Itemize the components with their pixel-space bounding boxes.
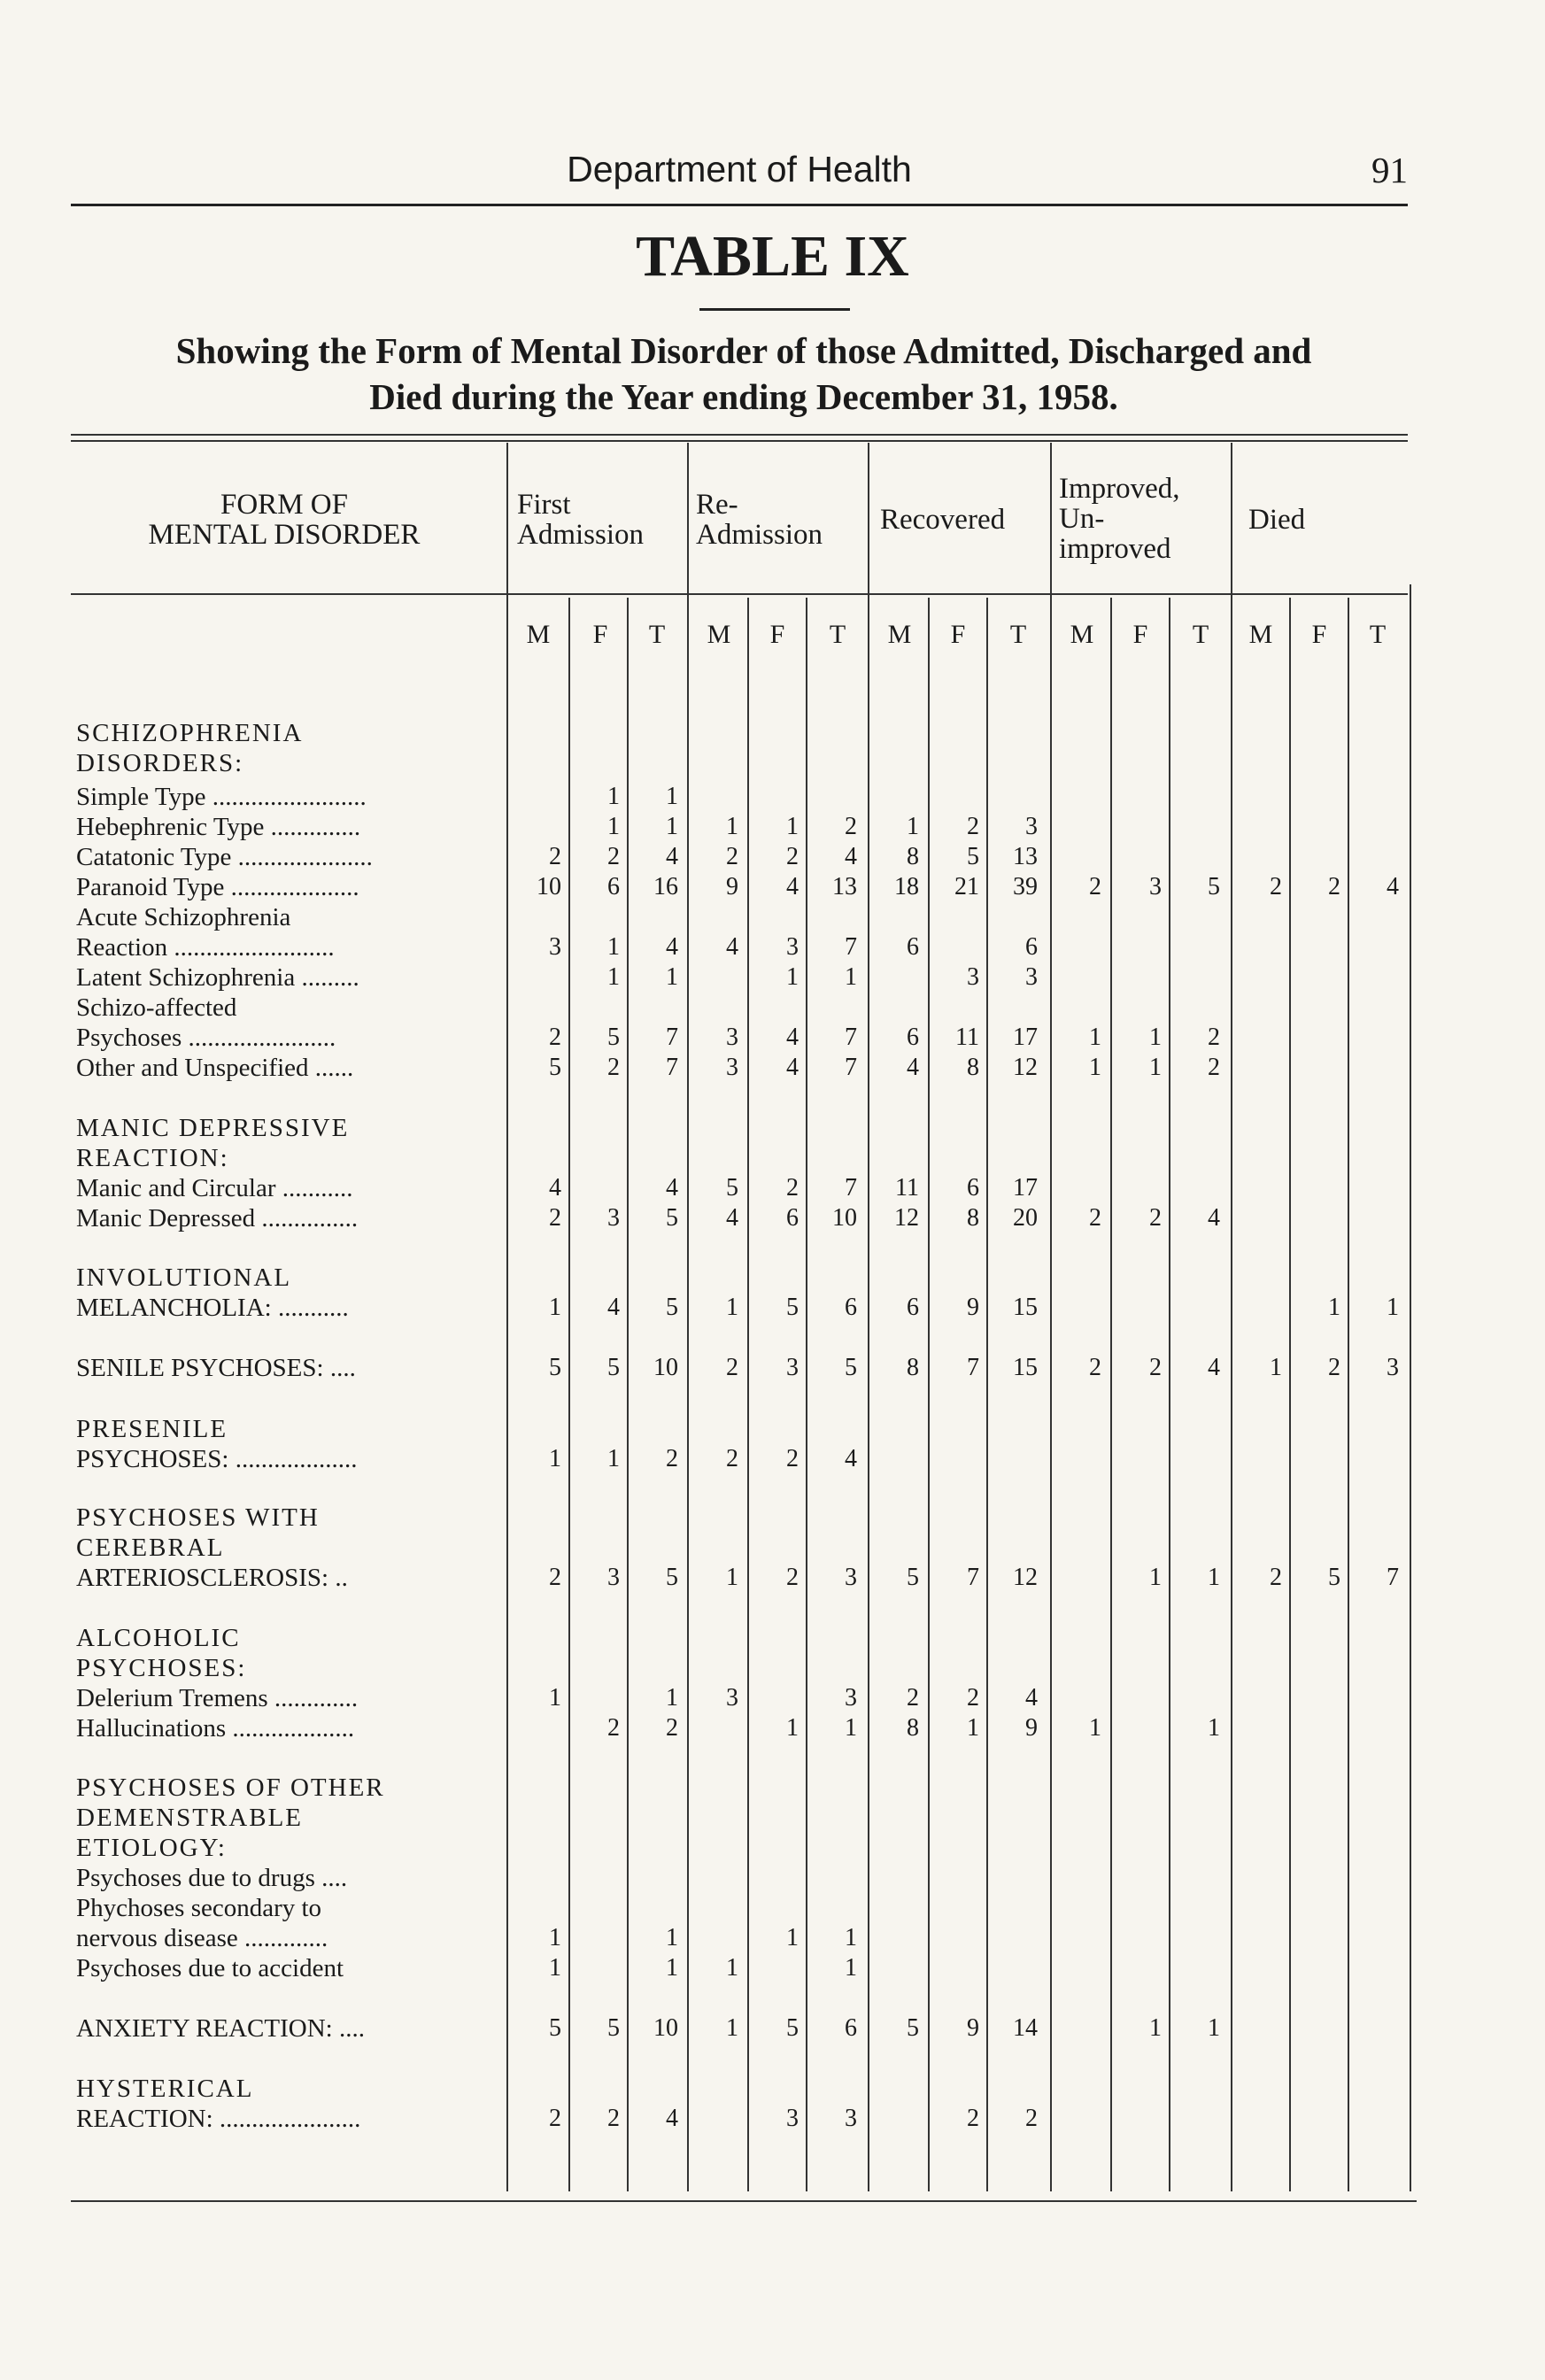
table-cell: 5: [607, 1024, 620, 1051]
caption-line-1: Showing the Form of Mental Disorder of those Admitted, Discharged and: [175, 330, 1312, 371]
table-cell: 2: [1149, 1204, 1162, 1232]
table-cell: 1: [607, 783, 620, 810]
row-label: Manic and Circular ...........: [76, 1174, 353, 1202]
table-cell: 6: [845, 2014, 857, 2042]
table-cell: 9: [967, 1294, 979, 1321]
table-cell: 39: [1013, 873, 1038, 900]
table-cell: 3: [607, 1204, 620, 1232]
table-cell: 2: [1270, 873, 1282, 900]
section-title-3: ETIOLOGY:: [76, 1834, 227, 1862]
row-label: Latent Schizophrenia .........: [76, 963, 359, 992]
table-cell: 4: [666, 2105, 678, 2132]
table-cell: 2: [726, 1445, 738, 1472]
table-cell: 3: [1149, 873, 1162, 900]
row-label: Delerium Tremens .............: [76, 1684, 359, 1712]
header-form-of-mental-disorder: [76, 490, 492, 550]
row-label: Acute Schizophrenia: [76, 903, 291, 931]
table-cell: 1: [967, 1714, 979, 1742]
row-label: Psychoses due to drugs ....: [76, 1864, 348, 1892]
table-cell: 3: [786, 933, 799, 961]
subheader-rec-t: T: [1009, 620, 1027, 649]
table-cell: 4: [666, 1174, 678, 1202]
table-cell: 12: [894, 1204, 919, 1232]
subheader-first-t: T: [648, 620, 666, 649]
header-bottom-rule: [71, 593, 1408, 595]
section-schizophrenia: [76, 718, 303, 778]
table-cell: 1: [845, 1954, 857, 1982]
title-rule: [699, 308, 850, 311]
table-cell: 17: [1013, 1174, 1038, 1202]
row-label: Paranoid Type ....................: [76, 873, 359, 901]
table-cell: 1: [607, 933, 620, 961]
table-cell: 1: [726, 1954, 738, 1982]
table-cell: 1: [1149, 1054, 1162, 1081]
section-title-2: REACTION:: [76, 1144, 229, 1172]
section-involutional: INVOLUTIONAL: [76, 1263, 292, 1292]
table-cell: 2: [726, 843, 738, 870]
table-cell: 10: [653, 2014, 678, 2042]
table-cell: 1: [666, 1954, 678, 1982]
table-cell: 7: [845, 1024, 857, 1051]
table-cell: 3: [786, 1354, 799, 1381]
table-cell: 2: [1089, 1204, 1101, 1232]
table-cell: 1: [726, 813, 738, 840]
table-cell: 3: [845, 1684, 857, 1712]
table-cell: 17: [1013, 1024, 1038, 1051]
section-title: PSYCHOSES WITH: [76, 1503, 320, 1532]
table-cell: 11: [955, 1024, 979, 1051]
running-head: [71, 149, 1408, 193]
section-title: ALCOHOLIC: [76, 1624, 241, 1652]
table-cell: 2: [1089, 1354, 1101, 1381]
header-improved-line-3: improved: [1059, 533, 1171, 565]
table-cell: 5: [666, 1564, 678, 1591]
table-cell: 2: [726, 1354, 738, 1381]
table-cell: 6: [907, 933, 919, 961]
row-label: PSYCHOSES: ...................: [76, 1445, 358, 1473]
table-cell: 10: [537, 873, 561, 900]
rule-c13: [1289, 598, 1291, 2191]
header-first-line-1: First: [517, 489, 571, 521]
table-cell: 5: [1208, 873, 1220, 900]
table-cell: 5: [786, 2014, 799, 2042]
header-first-line-2: Admission: [517, 519, 645, 551]
table-cell: 4: [607, 1294, 620, 1321]
subheader-died-t: T: [1369, 620, 1387, 649]
table-cell: 2: [1149, 1354, 1162, 1381]
table-cell: 2: [786, 1174, 799, 1202]
table-title: TABLE IX: [636, 224, 909, 289]
table-cell: 5: [726, 1174, 738, 1202]
table-cell: 6: [907, 1024, 919, 1051]
rule-c9: [1050, 443, 1052, 2191]
table-cell: 9: [726, 873, 738, 900]
table-cell: 2: [1270, 1564, 1282, 1591]
row-label: ARTERIOSCLEROSIS: ..: [76, 1564, 348, 1592]
table-cell: 2: [1208, 1024, 1220, 1051]
table-cell: 5: [1328, 1564, 1340, 1591]
table-cell: 3: [607, 1564, 620, 1591]
table-cell: 1: [666, 1684, 678, 1712]
table-cell: 5: [907, 1564, 919, 1591]
row-label: Hebephrenic Type ..............: [76, 813, 361, 841]
table-cell: 4: [786, 1024, 799, 1051]
table-cell: 21: [954, 873, 979, 900]
header-rule: [71, 204, 1408, 206]
table-cell: 5: [907, 2014, 919, 2042]
table-cell: 3: [726, 1024, 738, 1051]
table-cell: 2: [549, 843, 561, 870]
table-cell: 1: [549, 1445, 561, 1472]
header-first-admission: [517, 490, 644, 550]
table-cell: 1: [786, 963, 799, 991]
page-number: 91: [1371, 150, 1408, 190]
table-cell: 12: [1013, 1564, 1038, 1591]
subheader-imp-t: T: [1192, 620, 1209, 649]
subheader-imp-f: F: [1132, 620, 1148, 649]
table-cell: 2: [845, 813, 857, 840]
table-top-rule: [71, 434, 1408, 436]
subheader-first-m: M: [526, 620, 551, 649]
table-cell: 15: [1013, 1354, 1038, 1381]
table-cell: 2: [967, 813, 979, 840]
subheader-rec-f: F: [950, 620, 966, 649]
subheader-imp-m: M: [1070, 620, 1094, 649]
table-cell: 4: [845, 843, 857, 870]
table-cell: 6: [845, 1294, 857, 1321]
table-cell: 2: [1208, 1054, 1220, 1081]
table-cell: 11: [895, 1174, 919, 1202]
table-cell: 2: [967, 1684, 979, 1712]
section-psychoses-with: [76, 1503, 320, 1563]
table-cell: 1: [549, 1924, 561, 1951]
table-cell: 1: [1208, 2014, 1220, 2042]
row-label: REACTION: ......................: [76, 2105, 361, 2133]
row-label: Schizo-affected: [76, 993, 237, 1022]
table-cell: 2: [549, 1204, 561, 1232]
rule-c10: [1110, 598, 1112, 2191]
section-other-etiology: [76, 1773, 385, 1863]
subheader-first-f: F: [592, 620, 608, 649]
row-label: Psychoses due to accident: [76, 1954, 344, 1982]
row-label: Hallucinations ...................: [76, 1714, 355, 1742]
table-cell: 5: [549, 1054, 561, 1081]
row-label: Psychoses .......................: [76, 1024, 336, 1052]
table-cell: 4: [1208, 1204, 1220, 1232]
table-cell: 1: [1149, 2014, 1162, 2042]
subheader-re-f: F: [769, 620, 785, 649]
section-title: MANIC DEPRESSIVE: [76, 1114, 350, 1142]
table-cell: 5: [666, 1204, 678, 1232]
table-cell: 1: [1208, 1564, 1220, 1591]
table-cell: 1: [786, 1924, 799, 1951]
table-cell: 2: [1328, 873, 1340, 900]
table-cell: 2: [607, 1714, 620, 1742]
table-cell: 1: [1089, 1054, 1101, 1081]
table-cell: 1: [786, 1714, 799, 1742]
subheader-re-t: T: [829, 620, 846, 649]
table-cell: 1: [1270, 1354, 1282, 1381]
table-cell: 13: [832, 873, 857, 900]
table-cell: 5: [607, 1354, 620, 1381]
table-cell: 3: [1387, 1354, 1399, 1381]
table-cell: 5: [607, 2014, 620, 2042]
table-cell: 18: [894, 873, 919, 900]
table-cell: 1: [726, 2014, 738, 2042]
table-cell: 1: [1149, 1564, 1162, 1591]
table-cell: 4: [726, 1204, 738, 1232]
table-cell: 4: [726, 933, 738, 961]
table-cell: 2: [967, 2105, 979, 2132]
table-cell: 9: [1025, 1714, 1038, 1742]
table-cell: 2: [786, 1445, 799, 1472]
table-cell: 8: [907, 1714, 919, 1742]
table-cell: 1: [607, 1445, 620, 1472]
table-cell: 13: [1013, 843, 1038, 870]
table-cell: 1: [549, 1684, 561, 1712]
table-cell: 1: [845, 1924, 857, 1951]
table-cell: 6: [907, 1294, 919, 1321]
section-alcoholic: [76, 1623, 246, 1683]
table-cell: 1: [666, 783, 678, 810]
table-cell: 2: [549, 1564, 561, 1591]
table-cell: 1: [549, 1954, 561, 1982]
table-cell: 3: [967, 963, 979, 991]
header-re-admission: [696, 490, 823, 550]
section-hysterical: HYSTERICAL: [76, 2075, 254, 2103]
section-manic-depressive: [76, 1113, 349, 1173]
table-cell: 7: [666, 1024, 678, 1051]
table-cell: 1: [607, 963, 620, 991]
table-cell: 2: [607, 2105, 620, 2132]
subheader-re-m: M: [707, 620, 731, 649]
row-label: Other and Unspecified ......: [76, 1054, 354, 1082]
table-cell: 6: [1025, 933, 1038, 961]
table-bottom-rule: [71, 2200, 1417, 2202]
table-cell: 7: [666, 1054, 678, 1081]
header-re-line-2: Admission: [696, 519, 823, 551]
subheader-died-m: M: [1248, 620, 1273, 649]
section-title-2: DISORDERS:: [76, 749, 244, 777]
table-cell: 14: [1013, 2014, 1038, 2042]
department-title: Department of Health: [567, 149, 912, 189]
table-cell: 6: [967, 1174, 979, 1202]
subheader-died-f: F: [1311, 620, 1327, 649]
table-cell: 2: [907, 1684, 919, 1712]
table-cell: 1: [1328, 1294, 1340, 1321]
table-cell: 7: [967, 1564, 979, 1591]
section-title-2: CEREBRAL: [76, 1534, 225, 1562]
table-cell: 8: [967, 1204, 979, 1232]
row-label: SENILE PSYCHOSES: ....: [76, 1354, 356, 1382]
table-cell: 2: [549, 1024, 561, 1051]
table-cell: 2: [1025, 2105, 1038, 2132]
table-cell: 4: [1387, 873, 1399, 900]
section-presenile: PRESENILE: [76, 1415, 228, 1443]
table-cell: 4: [786, 1054, 799, 1081]
table-cell: 1: [666, 963, 678, 991]
header-form-line-2: MENTAL DISORDER: [148, 519, 421, 551]
rule-c11: [1169, 598, 1170, 2191]
section-title-2: DEMENSTRABLE: [76, 1804, 303, 1832]
table-cell: 5: [666, 1294, 678, 1321]
row-label: ANXIETY REACTION: ....: [76, 2014, 365, 2043]
table-cell: 1: [845, 1714, 857, 1742]
table-cell: 5: [845, 1354, 857, 1381]
table-cell: 8: [967, 1054, 979, 1081]
rule-c12: [1231, 443, 1232, 2191]
table-cell: 20: [1013, 1204, 1038, 1232]
table-cell: 1: [1208, 1714, 1220, 1742]
table-cell: 3: [1025, 813, 1038, 840]
row-label: Reaction .........................: [76, 933, 335, 962]
table-cell: 10: [832, 1204, 857, 1232]
table-cell: 7: [845, 1054, 857, 1081]
table-cell: 1: [726, 1294, 738, 1321]
table-cell: 3: [845, 1564, 857, 1591]
table-cell: 2: [786, 843, 799, 870]
table-cell: 1: [607, 813, 620, 840]
table-caption: [71, 328, 1417, 420]
row-label: MELANCHOLIA: ...........: [76, 1294, 349, 1322]
table-cell: 2: [666, 1714, 678, 1742]
table-cell: 2: [1328, 1354, 1340, 1381]
table-cell: 7: [1387, 1564, 1399, 1591]
table-cell: 4: [786, 873, 799, 900]
table-cell: 1: [845, 963, 857, 991]
table-cell: 1: [907, 813, 919, 840]
table-cell: 7: [845, 1174, 857, 1202]
header-died: Died: [1248, 504, 1306, 536]
table-cell: 7: [967, 1354, 979, 1381]
row-label: Phychoses secondary to: [76, 1894, 322, 1922]
table-cell: 2: [1089, 873, 1101, 900]
table-cell: 1: [786, 813, 799, 840]
table-cell: 3: [549, 933, 561, 961]
table-cell: 1: [1387, 1294, 1399, 1321]
header-improved-line-2: Un-: [1059, 503, 1105, 535]
table-top-rule-2: [71, 440, 1408, 442]
table-cell: 12: [1013, 1054, 1038, 1081]
table-cell: 3: [726, 1054, 738, 1081]
row-label: nervous disease .............: [76, 1924, 328, 1952]
table-cell: 5: [967, 843, 979, 870]
row-label: Catatonic Type .....................: [76, 843, 373, 871]
table-cell: 2: [549, 2105, 561, 2132]
table-cell: 1: [666, 813, 678, 840]
table-cell: 4: [845, 1445, 857, 1472]
table-cell: 6: [786, 1204, 799, 1232]
table-cell: 1: [549, 1294, 561, 1321]
table-cell: 1: [1149, 1024, 1162, 1051]
table-cell: 5: [786, 1294, 799, 1321]
header-re-line-1: Re-: [696, 489, 738, 521]
caption-line-2: Died during the Year ending December 31, 1958.: [369, 376, 1118, 417]
table-cell: 3: [845, 2105, 857, 2132]
table-cell: 4: [549, 1174, 561, 1202]
table-cell: 3: [786, 2105, 799, 2132]
rule-c14: [1348, 598, 1349, 2191]
row-label: Simple Type ........................: [76, 783, 367, 811]
table-cell: 5: [549, 1354, 561, 1381]
table-cell: 4: [1208, 1354, 1220, 1381]
table-cell: 8: [907, 843, 919, 870]
section-title: PSYCHOSES OF OTHER: [76, 1773, 385, 1802]
header-improved-unimproved: [1059, 474, 1180, 564]
table-cell: 2: [607, 843, 620, 870]
header-form-line-1: FORM OF: [220, 489, 348, 521]
table-cell: 5: [549, 2014, 561, 2042]
section-title-2: PSYCHOSES:: [76, 1654, 247, 1682]
rule-right: [1410, 584, 1411, 2191]
subheader-rec-m: M: [887, 620, 912, 649]
table-cell: 3: [1025, 963, 1038, 991]
table-cell: 16: [653, 873, 678, 900]
table-cell: 1: [666, 1924, 678, 1951]
table-cell: 2: [666, 1445, 678, 1472]
table-cell: 1: [1089, 1714, 1101, 1742]
section-title: SCHIZOPHRENIA: [76, 719, 304, 747]
header-recovered: Recovered: [880, 504, 1006, 536]
table-cell: 2: [607, 1054, 620, 1081]
table-cell: 15: [1013, 1294, 1038, 1321]
table-cell: 8: [907, 1354, 919, 1381]
table-cell: 1: [726, 1564, 738, 1591]
table-cell: 6: [607, 873, 620, 900]
table-cell: 1: [1089, 1024, 1101, 1051]
table-cell: 10: [653, 1354, 678, 1381]
table-cell: 9: [967, 2014, 979, 2042]
table-cell: 4: [666, 933, 678, 961]
table-cell: 4: [1025, 1684, 1038, 1712]
header-improved-line-1: Improved,: [1059, 473, 1180, 505]
table-cell: 7: [845, 933, 857, 961]
table-cell: 3: [726, 1684, 738, 1712]
table-cell: 4: [666, 843, 678, 870]
row-label: Manic Depressed ...............: [76, 1204, 359, 1232]
table-cell: 2: [786, 1564, 799, 1591]
table-cell: 4: [907, 1054, 919, 1081]
